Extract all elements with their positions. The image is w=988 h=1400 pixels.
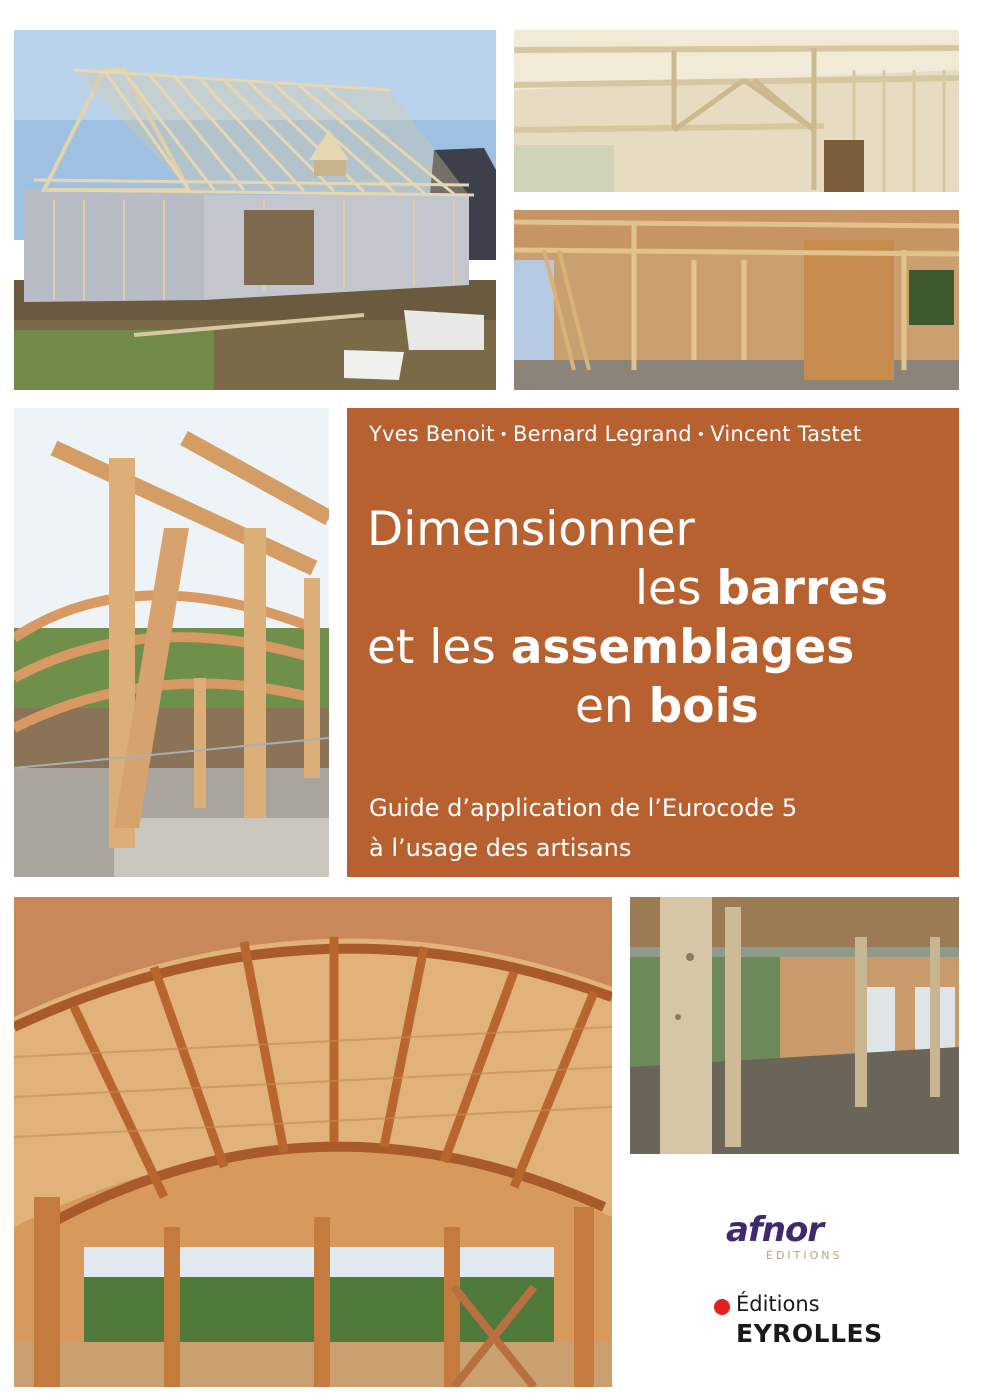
- photo-wall-frames: [514, 210, 959, 390]
- book-subtitle: [369, 788, 797, 868]
- author-separator: •: [499, 427, 509, 443]
- afnor-logo-subtext: ÉDITIONS: [766, 1249, 843, 1262]
- photo-house-under-construction: [14, 30, 496, 390]
- title-text: et les: [367, 620, 511, 675]
- title-panel: [347, 408, 959, 877]
- author-separator: •: [696, 427, 706, 443]
- title-line: Dimensionner: [367, 502, 695, 557]
- author-name: Yves Benoit: [369, 422, 495, 446]
- eyrolles-editions-text: Éditions: [736, 1292, 820, 1316]
- authors: [369, 422, 861, 446]
- subtitle-line: Guide d’application de l’Eurocode 5: [369, 794, 798, 822]
- red-dot-icon: [714, 1299, 730, 1315]
- eyrolles-name-text: EYROLLES: [736, 1319, 883, 1348]
- photo-porch: [630, 897, 959, 1154]
- subtitle-line: à l’usage des artisans: [369, 834, 632, 862]
- eyrolles-logo: [714, 1292, 894, 1352]
- book-title: [349, 500, 939, 736]
- title-emphasis: barres: [716, 561, 888, 616]
- author-name: Vincent Tastet: [710, 422, 862, 446]
- afnor-logo-text: afnor: [726, 1210, 824, 1250]
- title-line: [349, 677, 939, 736]
- photo-timber-frame: [14, 408, 329, 877]
- photo-roof-interior: [514, 30, 959, 192]
- author-name: Bernard Legrand: [513, 422, 692, 446]
- photo-arched-hall: [14, 897, 612, 1387]
- title-text: en: [575, 679, 649, 734]
- afnor-editions-logo: [726, 1210, 876, 1265]
- title-line: [349, 559, 939, 618]
- title-line: [349, 618, 939, 677]
- title-emphasis: bois: [648, 679, 759, 734]
- title-emphasis: assemblages: [510, 620, 855, 675]
- title-text: les: [635, 561, 717, 616]
